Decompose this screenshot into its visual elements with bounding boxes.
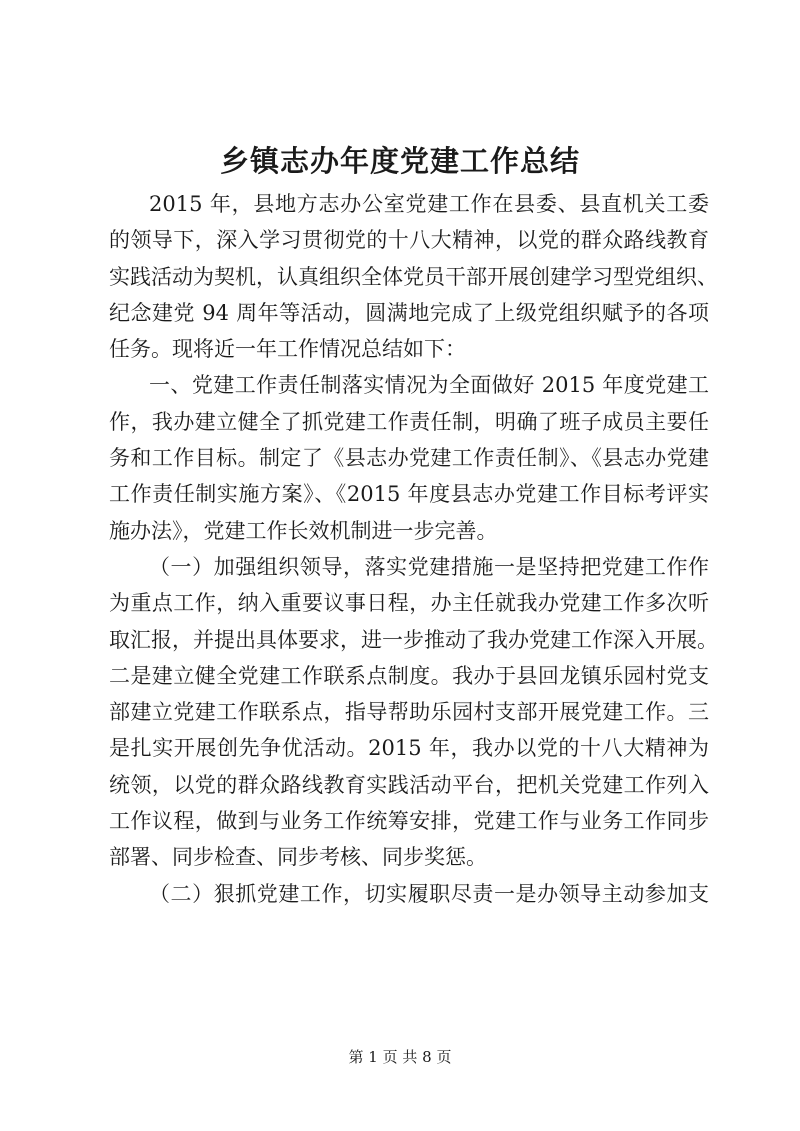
text-line: 工作责任制实施方案》、《2015 年度县志办党建工作目标考评实 xyxy=(109,482,709,507)
text-line: 一、党建工作责任制落实情况为全面做好 2015 年度党建工 xyxy=(149,373,709,398)
text-line: 为重点工作，纳入重要议事日程，办主任就我办党建工作多次听 xyxy=(109,591,709,616)
document-body xyxy=(109,186,718,912)
text-line: 务和工作目标。制定了《县志办党建工作责任制》、《县志办党建 xyxy=(109,446,709,471)
text-line: 二是建立健全党建工作联系点制度。我办于县回龙镇乐园村党支 xyxy=(109,663,709,688)
text-line: （一）加强组织领导，落实党建措施一是坚持把党建工作作 xyxy=(149,554,709,579)
text-line: 2015 年，县地方志办公室党建工作在县委、县直机关工委 xyxy=(149,192,709,216)
text-line: 的领导下，深入学习贯彻党的十八大精神，以党的群众路线教育 xyxy=(109,228,709,253)
text-line: 统领，以党的群众路线教育实践活动平台，把机关党建工作列入 xyxy=(109,772,709,797)
text-line: （二）狠抓党建工作，切实履职尽责一是办领导主动参加支 xyxy=(149,881,709,906)
text-line: 施办法》，党建工作长效机制进一步完善。 xyxy=(109,518,498,543)
text-line: 纪念建党 94 周年等活动，圆满地完成了上级党组织赋予的各项 xyxy=(109,300,709,325)
text-line: 部建立党建工作联系点，指导帮助乐园村支部开展党建工作。三 xyxy=(109,700,709,725)
text-line: 实践活动为契机，认真组织全体党员干部开展创建学习型党组织、 xyxy=(109,264,718,289)
page-number: 第 1 页 共 8 页 xyxy=(348,1048,452,1066)
text-line: 取汇报，并提出具体要求，进一步推动了我办党建工作深入开展。 xyxy=(109,627,718,652)
text-line: 部署、同步检查、同步考核、同步奖惩。 xyxy=(109,845,487,870)
document-title: 乡镇志办年度党建工作总结 xyxy=(219,144,580,178)
text-line: 工作议程，做到与业务工作统筹安排，党建工作与业务工作同步 xyxy=(109,809,709,834)
text-line: 是扎实开展创先争优活动。2015 年，我办以党的十八大精神为 xyxy=(109,736,709,761)
text-line: 任务。现将近一年工作情况总结如下： xyxy=(109,337,466,362)
text-line: 作，我办建立健全了抓党建工作责任制，明确了班子成员主要任 xyxy=(109,409,709,434)
